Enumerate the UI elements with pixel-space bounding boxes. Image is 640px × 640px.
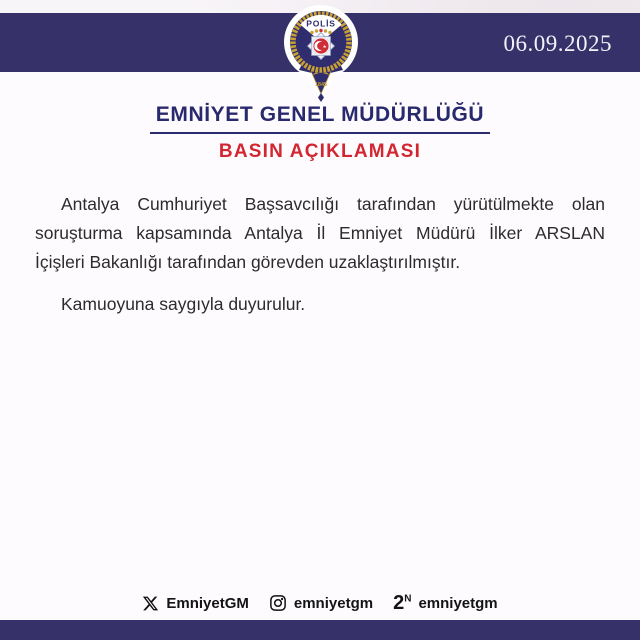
page-title: EMNİYET GENEL MÜDÜRLÜĞÜ [150,103,490,134]
instagram-handle-link[interactable] [269,594,373,612]
nsosyal-icon: $2^N$ [393,592,412,614]
footer-band [0,620,640,640]
page-subtitle: BASIN AÇIKLAMASI [218,141,422,162]
title-block [0,103,640,163]
statement-line: Antalya Cumhuriyet Başsavcılığı tarafından yürütülmekte olan [61,194,605,214]
instagram-icon [269,594,287,612]
twitter-handle-text: EmniyetGM [166,594,249,612]
x-icon [142,595,159,612]
police-emblem-icon [281,4,361,104]
statement-line: soruşturma kapsamında Antalya İl Emniyet Müdürü İlker ARSLAN [35,223,605,243]
statement-line: İçişleri Bakanlığı tarafından görevden uzaklaştırılmıştır. [35,252,461,272]
nsosyal-handle-text: emniyetgm [418,594,498,612]
emblem-polis-text: POLİS [306,18,336,29]
statement-body [35,190,605,319]
statement-closing: Kamuoyuna saygıyla duyurulur. [61,294,306,314]
instagram-handle-text: emniyetgm [293,594,374,612]
social-footer [0,593,640,613]
date-text: 06.09.2025 [503,31,612,56]
svg-text:★: ★ [322,43,327,49]
twitter-handle-link[interactable] [142,595,249,612]
nsosyal-handle-link[interactable] [393,593,498,613]
emblem-year-text: 1845 [314,82,328,88]
